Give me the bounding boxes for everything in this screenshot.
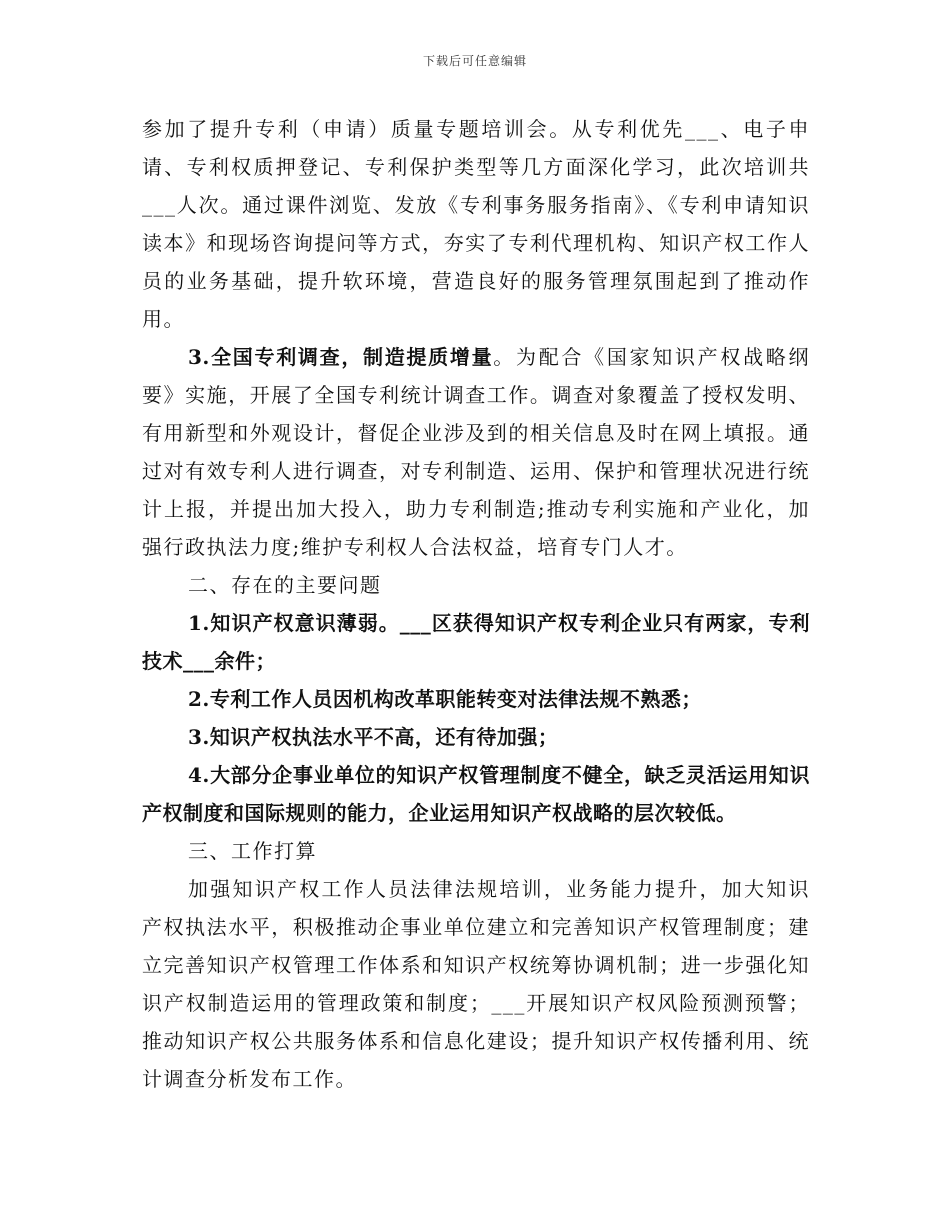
paragraph-patent-survey-body: 。为配合《国家知识产权战略纲要》实施，开展了全国专利统计调查工作。调查对象覆盖了授权发明、有用新型和外观设计，督促企业涉及到的相关信息及时在网上填报。通过对有效专利人进行调查，对专利制造、运用、保护和管理状况进行统计上报，并提出加大投入，助力专利制造;推动专利实施和产业化，加强行政执法力度;维护专利权人合法权益，培育专门人才。 (142, 345, 810, 559)
issue-item-3: 3.知识产权执法水平不高，还有待加强； (188, 725, 559, 749)
issue-item-4: 4.大部分企事业单位的知识产权管理制度不健全，缺乏灵活运用知识产权制度和国际规则的能力，企业运用知识产权战略的层次较低。 (142, 763, 810, 825)
paragraph-work-plan: 加强知识产权工作人员法律法规培训，业务能力提升，加大知识产权执法水平，积极推动企事业单位建立和完善知识产权管理制度；建立完善知识产权管理工作体系和知识产权统筹协调机制；进一步强化知识产权制造运用的管理政策和制度；___开展知识产权风险预测预警；推动知识产权公共服务体系和信息化建设；提升知识产权传播利用、统计调查分析发布工作。 (142, 877, 810, 1091)
page-header-note: 下载后可任意编辑 (422, 54, 527, 68)
paragraph-patent-survey (142, 338, 810, 566)
document-body (142, 110, 810, 1098)
issue-item-1: 1.知识产权意识薄弱。___区获得知识产权专利企业只有两家，专利技术___余件； (142, 611, 810, 673)
section-title-plans: 三、工作打算 (188, 839, 317, 863)
paragraph-patent-survey-heading: 3.全国专利调查，制造提质增量 (188, 345, 494, 369)
section-title-problems: 二、存在的主要问题 (188, 573, 382, 597)
issue-item-2: 2.专利工作人员因机构改革职能转变对法律法规不熟悉； (188, 687, 702, 711)
paragraph-training: 参加了提升专利（申请）质量专题培训会。从专利优先___、电子申请、专利权质押登记、专利保护类型等几方面深化学习，此次培训共___人次。通过课件浏览、发放《专利事务服务指南》、《专利申请知识读本》和现场咨询提问等方式，夯实了专利代理机构、知识产权工作人员的业务基础，提升软环境，营造良好的服务管理氛围起到了推动作用。 (142, 117, 810, 331)
